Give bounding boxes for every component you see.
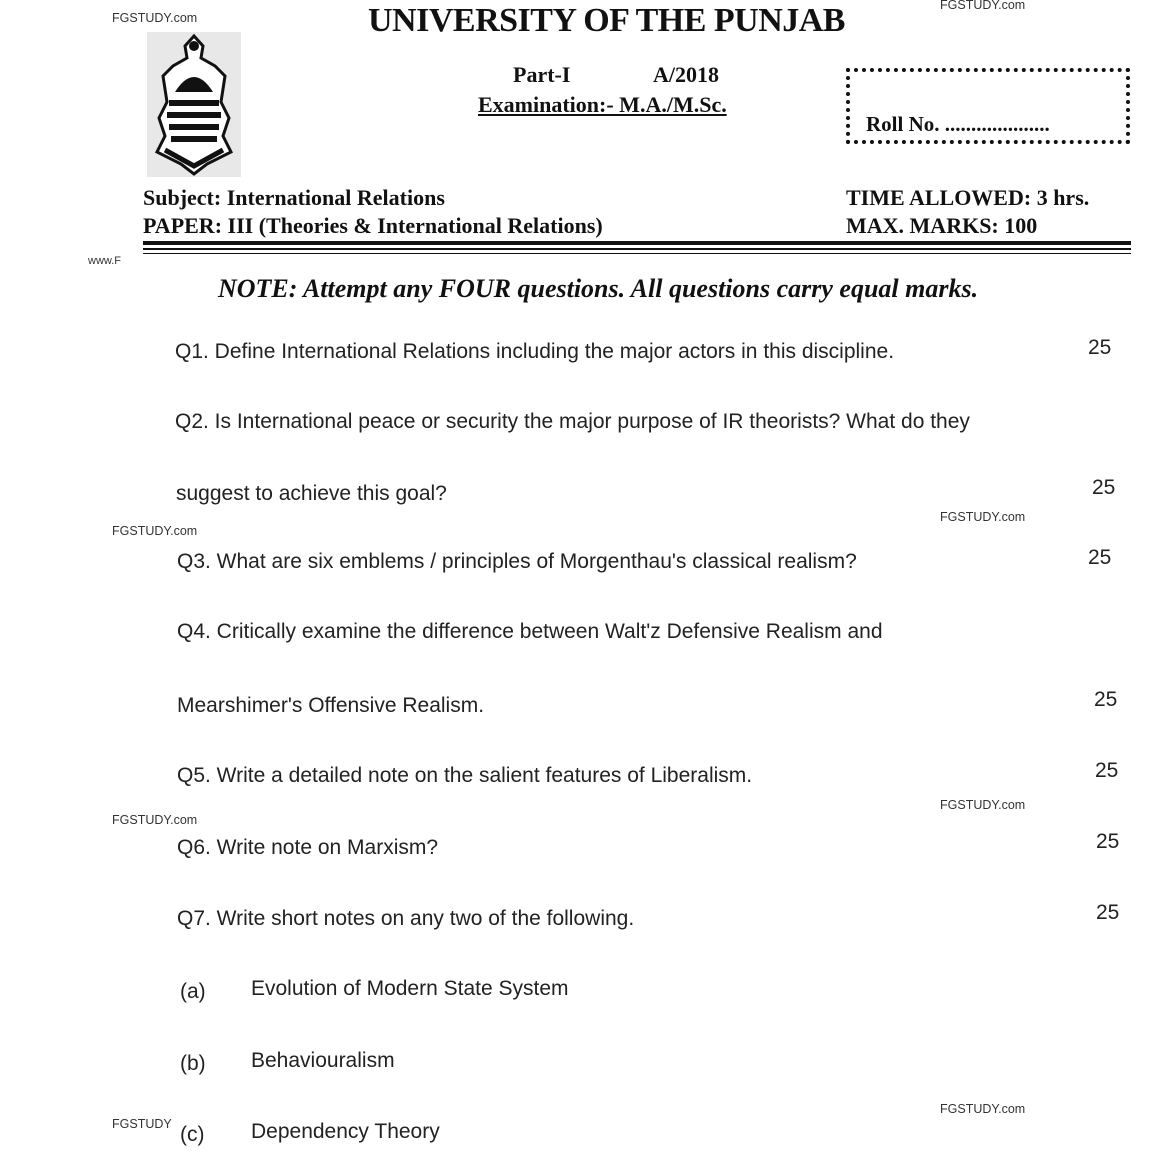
question-marks: 25	[1088, 336, 1112, 359]
examination-name: Examination:- M.A./M.Sc.	[478, 92, 727, 117]
question-1: Q1. Define International Relations including the major actors in this discipline.	[175, 340, 895, 363]
watermark: FGSTUDY.com	[112, 813, 198, 827]
paper: PAPER: III (Theories & International Relations)	[143, 213, 603, 238]
header-divider	[143, 248, 1131, 250]
question-marks: 25	[1094, 688, 1118, 711]
subitem-label: (b)	[180, 1052, 206, 1075]
watermark: FGSTUDY	[112, 1117, 172, 1131]
question-5: Q5. Write a detailed note on the salient features of Liberalism.	[177, 764, 753, 787]
question-4-continued: Mearshimer's Offensive Realism.	[177, 694, 485, 717]
question-marks: 25	[1092, 476, 1116, 499]
watermark: FGSTUDY.com	[940, 798, 1026, 812]
header-divider	[143, 241, 1131, 245]
question-marks: 25	[1096, 830, 1120, 853]
question-marks: 25	[1088, 546, 1112, 569]
question-6: Q6. Write note on Marxism?	[177, 836, 439, 859]
question-7: Q7. Write short notes on any two of the following.	[177, 907, 635, 930]
subitem-label: (c)	[180, 1123, 205, 1146]
watermark: FGSTUDY.com	[940, 1102, 1026, 1116]
watermark: FGSTUDY.com	[940, 510, 1026, 524]
watermark: FGSTUDY.com	[112, 524, 198, 538]
university-title: UNIVERSITY OF THE PUNJAB	[368, 2, 845, 39]
university-crest-logo	[145, 32, 243, 177]
subitem-label: (a)	[180, 980, 206, 1003]
question-4: Q4. Critically examine the difference between Walt'z Defensive Realism and	[177, 620, 883, 643]
subitem-text: Dependency Theory	[251, 1120, 440, 1143]
question-2-continued: suggest to achieve this goal?	[176, 482, 447, 505]
roll-number-field: Roll No. ....................	[866, 112, 1050, 136]
header-divider	[143, 253, 1131, 254]
question-marks: 25	[1095, 759, 1119, 782]
watermark: FGSTUDY.com	[112, 11, 198, 25]
watermark: www.F	[88, 255, 121, 267]
time-allowed: TIME ALLOWED: 3 hrs.	[846, 185, 1090, 210]
subject: Subject: International Relations	[143, 185, 445, 210]
instructions-note: NOTE: Attempt any FOUR questions. All questions carry equal marks.	[218, 274, 979, 303]
subitem-text: Behaviouralism	[251, 1049, 395, 1072]
max-marks: MAX. MARKS: 100	[846, 213, 1038, 238]
question-2: Q2. Is International peace or security the major purpose of IR theorists? What do they	[175, 410, 970, 433]
subitem-text: Evolution of Modern State System	[251, 977, 569, 1000]
question-3: Q3. What are six emblems / principles of Morgenthau's classical realism?	[177, 550, 857, 573]
watermark: FGSTUDY.com	[940, 0, 1026, 12]
exam-session: A/2018	[653, 62, 719, 87]
exam-part: Part-I	[513, 62, 571, 87]
question-marks: 25	[1096, 901, 1120, 924]
